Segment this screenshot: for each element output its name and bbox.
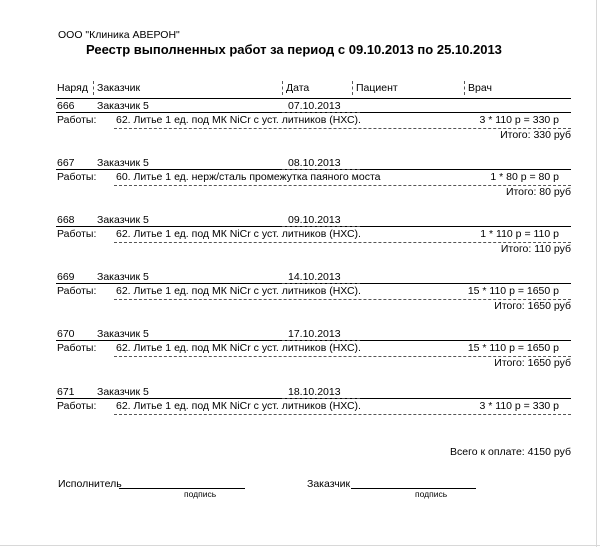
column-header-customer: Заказчик xyxy=(97,82,141,94)
order-date: 17.10.2013 xyxy=(288,328,341,340)
order-customer: Заказчик 5 xyxy=(97,214,149,226)
order-date: 08.10.2013 xyxy=(288,157,341,169)
order-block xyxy=(0,271,600,327)
customer-label: Заказчик xyxy=(307,478,351,490)
date-dash-line xyxy=(282,169,360,170)
order-block xyxy=(0,100,600,156)
order-total: Итого: 1650 руб xyxy=(494,300,571,312)
work-description: 62. Литье 1 ед. под МК NiCr с уст. литников (НХС). xyxy=(116,285,361,297)
customer-signature-note: подпись xyxy=(415,489,448,499)
order-customer: Заказчик 5 xyxy=(97,386,149,398)
date-dash-line xyxy=(282,340,360,341)
work-description: 60. Литье 1 ед. нерж/сталь промежутка паяного моста xyxy=(116,171,381,183)
work-calculation: 1 * 80 р = 80 р xyxy=(490,171,559,183)
order-date: 14.10.2013 xyxy=(288,271,341,283)
date-dash-line xyxy=(282,398,360,399)
work-label: Работы: xyxy=(57,400,97,412)
work-description: 62. Литье 1 ед. под МК NiCr с уст. литников (НХС). xyxy=(116,228,361,240)
executor-signature-line xyxy=(119,488,245,489)
order-customer: Заказчик 5 xyxy=(97,328,149,340)
executor-label: Исполнитель xyxy=(58,478,122,490)
work-description: 62. Литье 1 ед. под МК NiCr с уст. литников (НХС). xyxy=(116,114,361,126)
order-date: 18.10.2013 xyxy=(288,386,341,398)
work-description: 62. Литье 1 ед. под МК NiCr с уст. литников (НХС). xyxy=(116,400,361,412)
order-block xyxy=(0,328,600,384)
organization-name: ООО "Клиника АВЕРОН" xyxy=(58,29,180,41)
column-header-patient: Пациент xyxy=(356,82,398,94)
report-title: Реестр выполненных работ за период с 09.10.2013 по 25.10.2013 xyxy=(86,42,502,57)
work-label: Работы: xyxy=(57,171,97,183)
work-label: Работы: xyxy=(57,228,97,240)
order-number: 668 xyxy=(57,214,75,226)
work-label: Работы: xyxy=(57,285,97,297)
column-header-date: Дата xyxy=(286,82,310,94)
work-dash-line xyxy=(114,185,571,186)
work-dash-line xyxy=(114,414,571,415)
order-number: 667 xyxy=(57,157,75,169)
order-total: Итого: 1650 руб xyxy=(494,357,571,369)
executor-signature-note: подпись xyxy=(184,489,217,499)
date-dash-line xyxy=(282,283,360,284)
page-border-bottom xyxy=(0,545,600,546)
date-dash-line xyxy=(282,226,360,227)
order-number: 670 xyxy=(57,328,75,340)
order-customer: Заказчик 5 xyxy=(97,157,149,169)
column-separator xyxy=(464,81,465,95)
order-block xyxy=(0,214,600,270)
order-customer: Заказчик 5 xyxy=(97,100,149,112)
work-calculation: 15 * 110 р = 1650 р xyxy=(467,285,559,297)
work-description: 62. Литье 1 ед. под МК NiCr с уст. литников (НХС). xyxy=(116,342,361,354)
order-number: 666 xyxy=(57,100,75,112)
order-customer: Заказчик 5 xyxy=(97,271,149,283)
column-header-order: Наряд xyxy=(57,82,88,94)
order-total: Итого: 110 руб xyxy=(500,243,571,255)
work-calculation: 1 * 110 р = 110 р xyxy=(480,228,559,240)
work-calculation: 3 * 110 р = 330 р xyxy=(479,400,559,412)
work-calculation: 15 * 110 р = 1650 р xyxy=(467,342,559,354)
order-number: 669 xyxy=(57,271,75,283)
column-separator xyxy=(352,81,353,95)
order-date: 09.10.2013 xyxy=(288,214,341,226)
work-label: Работы: xyxy=(57,342,97,354)
column-header-doctor: Врач xyxy=(468,82,492,94)
order-total: Итого: 80 руб xyxy=(505,186,571,198)
column-separator xyxy=(93,81,94,95)
order-number: 671 xyxy=(57,386,75,398)
work-label: Работы: xyxy=(57,114,97,126)
customer-signature-line xyxy=(351,488,476,489)
work-calculation: 3 * 110 р = 330 р xyxy=(479,114,559,126)
order-date: 07.10.2013 xyxy=(288,100,341,112)
order-block xyxy=(0,157,600,213)
date-dash-line xyxy=(282,112,360,113)
grand-total: Всего к оплате: 4150 руб xyxy=(450,446,571,458)
column-separator xyxy=(282,81,283,95)
order-block xyxy=(0,386,600,442)
header-rule xyxy=(56,98,571,99)
order-total: Итого: 330 руб xyxy=(500,129,571,141)
